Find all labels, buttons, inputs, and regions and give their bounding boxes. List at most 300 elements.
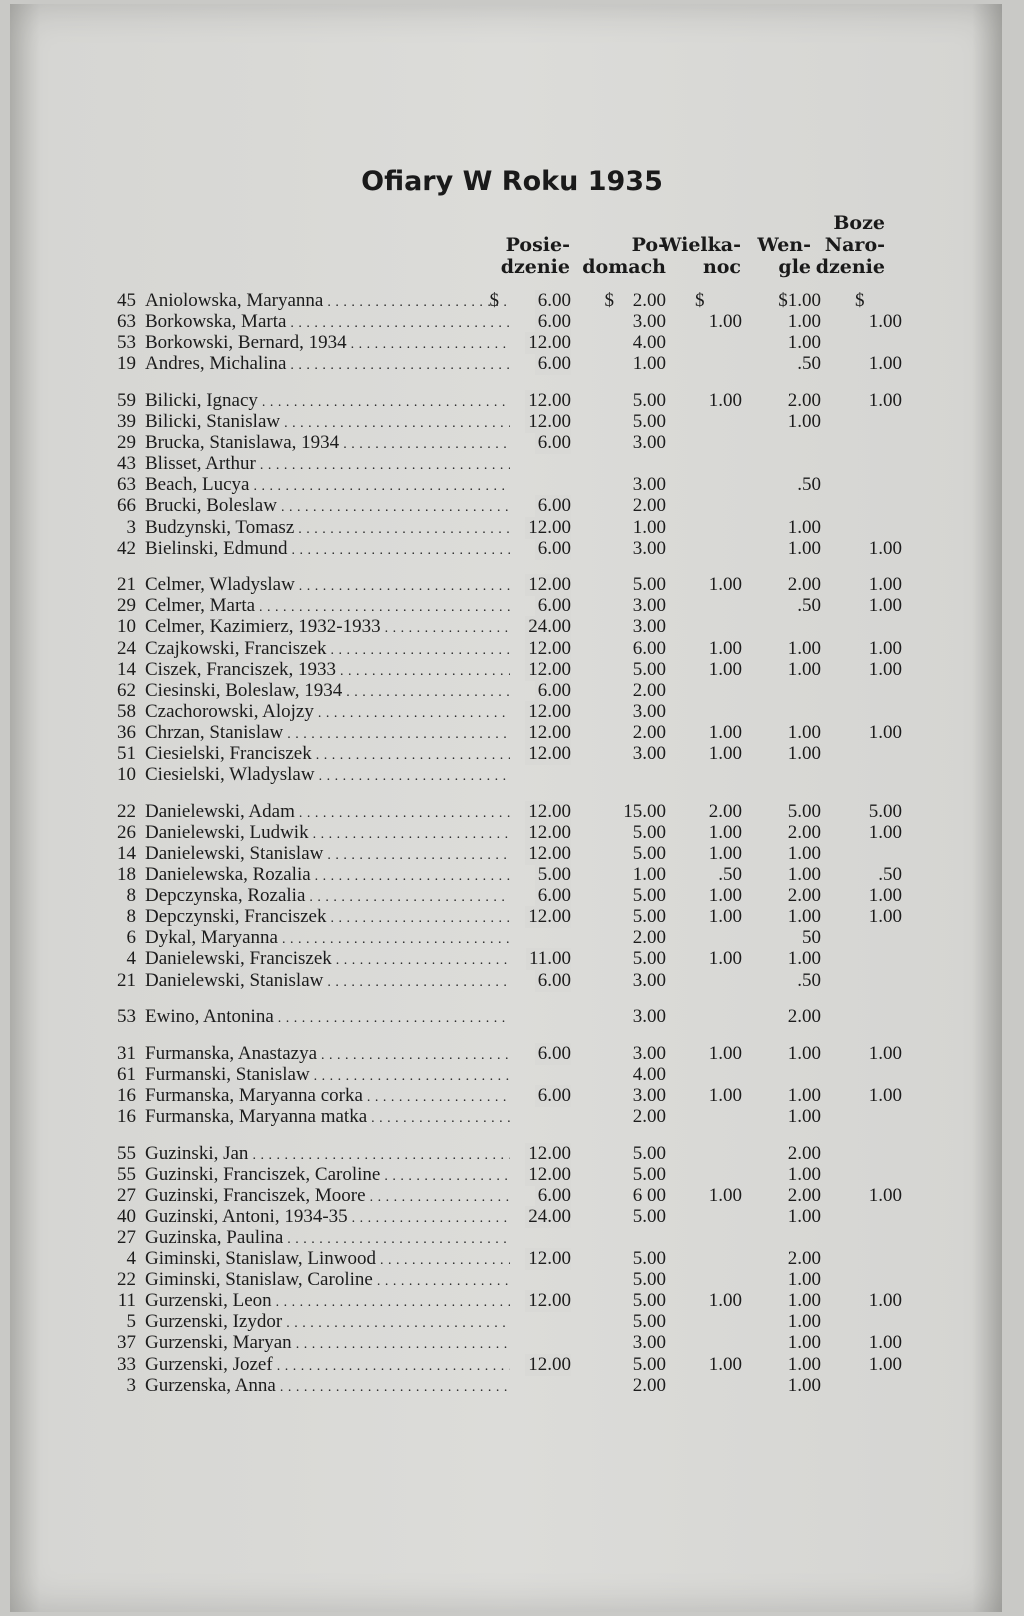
table-row	[0, 1269, 1024, 1291]
table-row	[0, 927, 1024, 949]
value-wielkanoc: 1.00	[708, 390, 742, 411]
value-posiedzenie: 12.00	[525, 743, 571, 765]
table-row	[0, 743, 1024, 765]
value-posiedzenie: 6.00	[535, 1043, 571, 1065]
value-wielkanoc: 1.00	[708, 948, 742, 969]
donor-name: Andres, Michalina . . .	[145, 353, 510, 377]
table-row	[0, 574, 1024, 596]
value-wengle: 5.00	[787, 801, 821, 822]
row-number: 66	[117, 495, 136, 516]
dollar-sign: $	[604, 290, 614, 311]
value-wengle: 1.00	[787, 1043, 821, 1064]
donor-name: Danielewski, Adam . . .	[145, 801, 510, 825]
value-wengle: 2.00	[787, 1006, 821, 1027]
donor-name: Chrzan, Stanislaw . . .	[145, 722, 510, 746]
row-number: 4	[126, 1248, 136, 1269]
value-wengle: 1.00	[787, 864, 821, 885]
donor-name: Bilicki, Stanislaw . . .	[145, 411, 510, 435]
donor-name: Gurzenska, Anna . . .	[145, 1375, 510, 1399]
table-row	[0, 843, 1024, 865]
value-posiedzenie: 12.00	[525, 843, 571, 865]
table-row	[0, 801, 1024, 823]
value-wengle: 1.00	[787, 948, 821, 969]
row-number: 39	[117, 411, 136, 432]
row-number: 43	[117, 453, 136, 474]
donor-name: Ciesielski, Franciszek . . .	[145, 743, 510, 767]
value-podomach: 3.00	[632, 1043, 666, 1064]
value-wielkanoc: 1.00	[708, 906, 742, 927]
value-wengle: 1.00	[787, 906, 821, 927]
value-wengle: 2.00	[787, 1185, 821, 1206]
value-podomach: 5.00	[632, 1248, 666, 1269]
value-wengle: 1.00	[787, 1290, 821, 1311]
value-podomach: 2.00	[632, 495, 666, 516]
table-row	[0, 659, 1024, 681]
dollar-sign: $	[855, 290, 865, 311]
row-number: 55	[117, 1164, 136, 1185]
value-boze-narodzenie: 1.00	[868, 906, 902, 927]
value-posiedzenie: 12.00	[525, 1248, 571, 1270]
value-wengle: 2.00	[787, 1143, 821, 1164]
row-number: 5	[126, 1311, 136, 1332]
donor-name: Ciszek, Franciszek, 1933 . . .	[145, 659, 510, 683]
value-posiedzenie: 6.00	[535, 680, 571, 702]
table-row	[0, 638, 1024, 660]
value-wielkanoc: 1.00	[708, 311, 742, 332]
value-wengle: 1.00	[787, 1085, 821, 1106]
table-row	[0, 1164, 1024, 1186]
table-row	[0, 1227, 1024, 1249]
table-row	[0, 970, 1024, 992]
value-wengle: 1.00	[787, 1354, 821, 1375]
value-posiedzenie: 12.00	[525, 801, 571, 823]
value-podomach: 3.00	[632, 474, 666, 495]
value-posiedzenie: 6.00	[535, 311, 571, 333]
table-row	[0, 517, 1024, 539]
value-boze-narodzenie: 1.00	[868, 574, 902, 595]
dollar-sign: $	[695, 290, 705, 311]
value-wengle: .50	[797, 970, 821, 991]
dollar-sign: $	[489, 290, 499, 311]
value-wengle: 1.00	[787, 1332, 821, 1353]
value-posiedzenie: 6.00	[535, 970, 571, 992]
value-podomach: 5.00	[632, 1143, 666, 1164]
donor-name: Furmanski, Stanislaw . . .	[145, 1064, 510, 1088]
row-number: 58	[117, 701, 136, 722]
table-row	[0, 411, 1024, 433]
value-posiedzenie: 6.00	[535, 353, 571, 375]
table-row	[0, 1006, 1024, 1028]
value-boze-narodzenie: 1.00	[868, 390, 902, 411]
donor-name: Furmanska, Anastazya . . .	[145, 1043, 510, 1067]
donor-name: Depczynski, Franciszek . . .	[145, 906, 510, 930]
table-row	[0, 1043, 1024, 1065]
value-posiedzenie: 12.00	[525, 332, 571, 354]
value-posiedzenie: 6.00	[535, 885, 571, 907]
table-row	[0, 1290, 1024, 1312]
row-number: 55	[117, 1143, 136, 1164]
value-posiedzenie: 6.00	[535, 290, 571, 312]
table-row	[0, 1311, 1024, 1333]
table-row	[0, 595, 1024, 617]
value-podomach: 2.00	[632, 927, 666, 948]
value-boze-narodzenie: 1.00	[868, 659, 902, 680]
row-number: 24	[117, 638, 136, 659]
value-podomach: 4.00	[632, 332, 666, 353]
row-number: 18	[117, 864, 136, 885]
value-podomach: 3.00	[632, 311, 666, 332]
donor-name: Furmanska, Maryanna corka . . .	[145, 1085, 510, 1109]
value-wielkanoc: 1.00	[708, 822, 742, 843]
table-row	[0, 701, 1024, 723]
value-wengle: 1.00	[787, 1106, 821, 1127]
value-posiedzenie: 24.00	[525, 1206, 571, 1228]
donor-name: Celmer, Kazimierz, 1932-1933 . . .	[145, 616, 510, 640]
value-wengle: 2.00	[787, 1248, 821, 1269]
value-podomach: 5.00	[632, 1311, 666, 1332]
donor-name: Ciesielski, Wladyslaw . . .	[145, 764, 510, 788]
donor-name: Guzinska, Paulina . . .	[145, 1227, 510, 1251]
table-row	[0, 906, 1024, 928]
table-row	[0, 1085, 1024, 1107]
value-wengle: 1.00	[787, 332, 821, 353]
table-row	[0, 453, 1024, 475]
col-header-boze-narodzenie: Boze Naro- dzenie	[815, 212, 885, 278]
value-boze-narodzenie: 1.00	[868, 1085, 902, 1106]
donor-name: Danielewski, Stanislaw . . .	[145, 843, 510, 867]
value-posiedzenie: 11.00	[526, 948, 571, 970]
donor-name: Budzynski, Tomasz . . .	[145, 517, 510, 541]
table-row	[0, 885, 1024, 907]
table-row	[0, 1064, 1024, 1086]
value-podomach: 3.00	[632, 595, 666, 616]
table-row	[0, 864, 1024, 886]
value-wielkanoc: 2.00	[708, 801, 742, 822]
value-wielkanoc: .50	[718, 864, 742, 885]
donor-name: Giminski, Stanislaw, Caroline . . .	[145, 1269, 510, 1293]
row-number: 21	[117, 970, 136, 991]
value-posiedzenie: 6.00	[535, 495, 571, 517]
value-wengle: 1.00	[787, 638, 821, 659]
row-number: 22	[117, 801, 136, 822]
table-row	[0, 1248, 1024, 1270]
row-number: 10	[117, 616, 136, 637]
value-posiedzenie: 12.00	[525, 906, 571, 928]
row-number: 63	[117, 474, 136, 495]
donor-name: Bilicki, Ignacy . . .	[145, 390, 510, 414]
row-number: 26	[117, 822, 136, 843]
value-wengle: 1.00	[787, 311, 821, 332]
value-podomach: 15.00	[623, 801, 666, 822]
value-wengle: 1.00	[787, 659, 821, 680]
value-podomach: 6 00	[632, 1185, 666, 1206]
row-number: 3	[126, 517, 136, 538]
value-wengle: 1.00	[787, 538, 821, 559]
value-posiedzenie: 24.00	[525, 616, 571, 638]
value-wengle: .50	[797, 353, 821, 374]
value-podomach: 5.00	[632, 822, 666, 843]
value-boze-narodzenie: 1.00	[868, 595, 902, 616]
donor-name: Danielewski, Franciszek . . .	[145, 948, 510, 972]
donor-name: Brucki, Boleslaw . . .	[145, 495, 510, 519]
col-header-wielkanoc: Wielka- noc	[660, 234, 741, 278]
value-wielkanoc: 1.00	[708, 885, 742, 906]
row-number: 62	[117, 680, 136, 701]
value-wengle: 1.00	[787, 1164, 821, 1185]
donor-name: Danielewski, Ludwik . . .	[145, 822, 510, 846]
table-row	[0, 1106, 1024, 1128]
value-posiedzenie: 5.00	[535, 864, 571, 886]
value-podomach: 5.00	[632, 411, 666, 432]
value-podomach: 3.00	[632, 616, 666, 637]
value-posiedzenie: 12.00	[525, 701, 571, 723]
donor-name: Borkowski, Bernard, 1934 . . .	[145, 332, 510, 356]
value-posiedzenie: 6.00	[535, 1185, 571, 1207]
table-row	[0, 290, 1024, 312]
donor-name: Danielewski, Stanislaw . . .	[145, 970, 510, 994]
table-row	[0, 474, 1024, 496]
value-posiedzenie: 6.00	[535, 538, 571, 560]
value-wengle: $1.00	[778, 290, 821, 311]
value-boze-narodzenie: 1.00	[868, 1185, 902, 1206]
table-row	[0, 1332, 1024, 1354]
value-wengle: 1.00	[787, 1269, 821, 1290]
value-posiedzenie: 12.00	[525, 659, 571, 681]
donor-name: Ciesinski, Boleslaw, 1934 . . .	[145, 680, 510, 704]
row-number: 29	[117, 595, 136, 616]
row-number: 16	[117, 1106, 136, 1127]
row-number: 29	[117, 432, 136, 453]
value-podomach: 2.00	[632, 1106, 666, 1127]
row-number: 14	[117, 843, 136, 864]
row-number: 3	[126, 1375, 136, 1396]
row-number: 36	[117, 722, 136, 743]
row-number: 16	[117, 1085, 136, 1106]
col-header-posiedzenie: Posie- dzenie	[500, 234, 570, 278]
row-number: 8	[126, 885, 136, 906]
row-number: 59	[117, 390, 136, 411]
col-header-wengle: Wen- gle	[757, 234, 811, 278]
row-number: 8	[126, 906, 136, 927]
value-boze-narodzenie: 1.00	[868, 311, 902, 332]
value-podomach: 2.00	[632, 722, 666, 743]
row-number: 11	[117, 1290, 136, 1311]
table-row	[0, 822, 1024, 844]
value-wielkanoc: 1.00	[708, 1290, 742, 1311]
value-wengle: 1.00	[787, 743, 821, 764]
row-number: 21	[117, 574, 136, 595]
donor-name: Giminski, Stanislaw, Linwood . . .	[145, 1248, 510, 1272]
value-podomach: 3.00	[632, 432, 666, 453]
row-number: 14	[117, 659, 136, 680]
table-row	[0, 680, 1024, 702]
donor-name: Guzinski, Jan . . .	[145, 1143, 510, 1167]
value-wengle: .50	[797, 595, 821, 616]
row-number: 10	[117, 764, 136, 785]
donor-name: Czajkowski, Franciszek . . .	[145, 638, 510, 662]
value-podomach: 3.00	[632, 970, 666, 991]
donor-name: Celmer, Marta . . .	[145, 595, 510, 619]
value-boze-narodzenie: 1.00	[868, 722, 902, 743]
table-row	[0, 722, 1024, 744]
table-row	[0, 764, 1024, 786]
value-podomach: 3.00	[632, 1332, 666, 1353]
value-posiedzenie: 6.00	[535, 595, 571, 617]
value-wielkanoc: 1.00	[708, 1354, 742, 1375]
donor-name: Czachorowski, Alojzy . . .	[145, 701, 510, 725]
value-wielkanoc: 1.00	[708, 574, 742, 595]
value-podomach: 6.00	[632, 638, 666, 659]
row-number: 37	[117, 1332, 136, 1353]
value-posiedzenie: 12.00	[525, 1143, 571, 1165]
donor-name: Celmer, Wladyslaw . . .	[145, 574, 510, 598]
value-wengle: 1.00	[787, 517, 821, 538]
row-number: 27	[117, 1227, 136, 1248]
donor-name: Guzinski, Antoni, 1934-35 . . .	[145, 1206, 510, 1230]
page-title: Ofiary W Roku 1935	[361, 166, 663, 197]
row-number: 6	[126, 927, 136, 948]
donor-name: Bielinski, Edmund . . .	[145, 538, 510, 562]
table-row	[0, 948, 1024, 970]
row-number: 31	[117, 1043, 136, 1064]
value-posiedzenie: 12.00	[525, 1354, 571, 1376]
value-wielkanoc: 1.00	[708, 743, 742, 764]
table-row	[0, 1375, 1024, 1397]
value-podomach: 5.00	[632, 885, 666, 906]
donor-name: Borkowska, Marta . . .	[145, 311, 510, 335]
row-number: 45	[117, 290, 136, 311]
value-posiedzenie: 12.00	[525, 722, 571, 744]
value-wielkanoc: 1.00	[708, 1043, 742, 1064]
value-podomach: 5.00	[632, 659, 666, 680]
table-row	[0, 495, 1024, 517]
value-wengle: 1.00	[787, 1206, 821, 1227]
row-number: 42	[117, 538, 136, 559]
value-wengle: 1.00	[787, 722, 821, 743]
donor-name: Dykal, Maryanna . . .	[145, 927, 510, 951]
table-row	[0, 390, 1024, 412]
value-podomach: 2.00	[632, 1375, 666, 1396]
row-number: 27	[117, 1185, 136, 1206]
donor-name: Guzinski, Franciszek, Caroline . . .	[145, 1164, 510, 1188]
value-podomach: 1.00	[632, 353, 666, 374]
value-wielkanoc: 1.00	[708, 1185, 742, 1206]
value-posiedzenie: 12.00	[525, 1290, 571, 1312]
value-wielkanoc: 1.00	[708, 1085, 742, 1106]
value-boze-narodzenie: 1.00	[868, 885, 902, 906]
value-boze-narodzenie: .50	[878, 864, 902, 885]
col-header-podomach: Po- domach	[582, 234, 666, 278]
value-podomach: 5.00	[632, 906, 666, 927]
row-number: 61	[117, 1064, 136, 1085]
table-row	[0, 1143, 1024, 1165]
value-boze-narodzenie: 1.00	[868, 1290, 902, 1311]
value-posiedzenie: 12.00	[525, 574, 571, 596]
value-podomach: 1.00	[632, 864, 666, 885]
value-wengle: 1.00	[787, 1311, 821, 1332]
value-boze-narodzenie: 1.00	[868, 1043, 902, 1064]
value-podomach: 5.00	[632, 843, 666, 864]
table-row	[0, 311, 1024, 333]
value-podomach: 4.00	[632, 1064, 666, 1085]
table-row	[0, 332, 1024, 354]
value-posiedzenie: 12.00	[525, 517, 571, 539]
donor-name: Aniolowska, Maryanna . . .	[145, 290, 510, 314]
value-wielkanoc: 1.00	[708, 722, 742, 743]
table-row	[0, 538, 1024, 560]
value-boze-narodzenie: 1.00	[868, 1354, 902, 1375]
value-boze-narodzenie: 5.00	[868, 801, 902, 822]
table-row	[0, 1206, 1024, 1228]
value-wengle: 2.00	[787, 390, 821, 411]
value-podomach: 5.00	[632, 574, 666, 595]
value-podomach: 5.00	[632, 1206, 666, 1227]
value-podomach: 3.00	[632, 701, 666, 722]
row-number: 19	[117, 353, 136, 374]
donor-name: Depczynska, Rozalia . . .	[145, 885, 510, 909]
row-number: 53	[117, 332, 136, 353]
table-row	[0, 1185, 1024, 1207]
value-boze-narodzenie: 1.00	[868, 822, 902, 843]
table-row	[0, 616, 1024, 638]
value-podomach: 2.00	[632, 680, 666, 701]
value-wengle: 2.00	[787, 885, 821, 906]
value-podomach: 5.00	[632, 1290, 666, 1311]
value-boze-narodzenie: 1.00	[868, 1332, 902, 1353]
value-podomach: 1.00	[632, 517, 666, 538]
row-number: 4	[126, 948, 136, 969]
value-posiedzenie: 12.00	[525, 822, 571, 844]
row-number: 40	[117, 1206, 136, 1227]
donor-name: Beach, Lucya . . .	[145, 474, 510, 498]
value-boze-narodzenie: 1.00	[868, 353, 902, 374]
value-wengle: .50	[797, 474, 821, 495]
row-number: 51	[117, 743, 136, 764]
value-podomach: 3.00	[632, 743, 666, 764]
value-wengle: 1.00	[787, 843, 821, 864]
value-wengle: 1.00	[787, 1375, 821, 1396]
value-posiedzenie: 12.00	[525, 638, 571, 660]
donor-name: Brucka, Stanislawa, 1934 . . .	[145, 432, 510, 456]
value-posiedzenie: 6.00	[535, 1085, 571, 1107]
value-posiedzenie: 6.00	[535, 432, 571, 454]
value-wengle: 50	[802, 927, 821, 948]
value-podomach: 5.00	[632, 390, 666, 411]
value-boze-narodzenie: 1.00	[868, 638, 902, 659]
value-wengle: 2.00	[787, 822, 821, 843]
row-number: 22	[117, 1269, 136, 1290]
value-podomach: 5.00	[632, 948, 666, 969]
donor-name: Furmanska, Maryanna matka . . .	[145, 1106, 510, 1130]
value-podomach: 5.00	[632, 1354, 666, 1375]
row-number: 63	[117, 311, 136, 332]
value-wengle: 1.00	[787, 411, 821, 432]
value-posiedzenie: 12.00	[525, 411, 571, 433]
donor-name: Gurzenski, Jozef . . .	[145, 1354, 510, 1378]
value-posiedzenie: 12.00	[525, 1164, 571, 1186]
value-wielkanoc: 1.00	[708, 638, 742, 659]
value-posiedzenie: 12.00	[525, 390, 571, 412]
donor-name: Gurzenski, Izydor . . .	[145, 1311, 510, 1335]
donor-name: Danielewska, Rozalia . . .	[145, 864, 510, 888]
value-podomach: 3.00	[632, 1085, 666, 1106]
donor-name: Blisset, Arthur . . .	[145, 453, 510, 477]
value-podomach: 3.00	[632, 1006, 666, 1027]
donor-name: Guzinski, Franciszek, Moore . . .	[145, 1185, 510, 1209]
value-podomach: 3.00	[632, 538, 666, 559]
value-podomach: 5.00	[632, 1269, 666, 1290]
value-podomach: 5.00	[632, 1164, 666, 1185]
